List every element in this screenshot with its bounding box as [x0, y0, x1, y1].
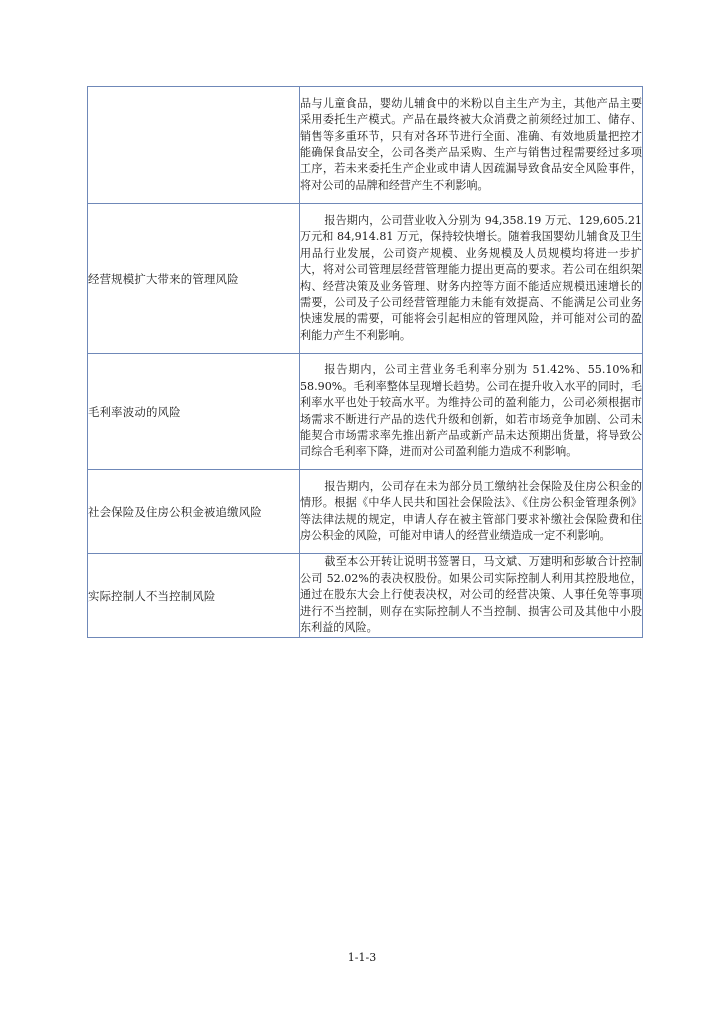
table-row [88, 554, 643, 638]
risk-description-cell: 报告期内，公司营业收入分别为 94,358.19 万元、129,605.21 万元和 84,914.81 万元，保持较快增长。随着我国婴幼儿辅食及卫生用品行业发展，公司资产规模、业务规模及人员规模均将进一步扩大，将对公司管理层经营管理能力提出更高的要求。若公司在组织架构、经营决策及业务管理、财务内控等方面不能适应规模迅速增长的需要，公司及子公司经营管理能力未能有效提高、不能满足公司业务快速发展的需要，可能将会引起相应的管理风险，并可能对公司的盈利能力产生不利影响。 [300, 204, 643, 354]
risk-table [87, 86, 643, 638]
risk-name-cell: 经营规模扩大带来的管理风险 [88, 204, 300, 354]
risk-name-cell: 社会保险及住房公积金被追缴风险 [88, 470, 300, 554]
table-row [88, 354, 643, 470]
risk-name-cell: 毛利率波动的风险 [88, 354, 300, 470]
table-row [88, 204, 643, 354]
risk-name-cell [88, 87, 300, 204]
risk-name-cell: 实际控制人不当控制风险 [88, 554, 300, 638]
risk-description-cell: 报告期内，公司存在未为部分员工缴纳社会保险及住房公积金的情形。根据《中华人民共和国社会保险法》、《住房公积金管理条例》等法律法规的规定，申请人存在被主管部门要求补缴社会保险费和住房公积金的风险，可能对申请人的经营业绩造成一定不利影响。 [300, 470, 643, 554]
risk-description-cell: 截至本公开转让说明书签署日，马文斌、万建明和彭敏合计控制公司 52.02%的表决权股份。如果公司实际控制人利用其控股地位，通过在股东大会上行使表决权，对公司的经营决策、人事任免等事项进行不当控制，则存在实际控制人不当控制、损害公司及其他中小股东利益的风险。 [300, 554, 643, 638]
table-row [88, 470, 643, 554]
risk-description-cell: 品与儿童食品，婴幼儿辅食中的米粉以自主生产为主，其他产品主要采用委托生产模式。产品在最终被大众消费之前须经过加工、储存、销售等多重环节，只有对各环节进行全面、准确、有效地质量把控才能确保食品安全，公司各类产品采购、生产与销售过程需要经过多项工序，若未来委托生产企业或申请人因疏漏导致食品安全风险事件，将对公司的品牌和经营产生不利影响。 [300, 87, 643, 204]
page-number: 1-1-3 [347, 951, 377, 964]
risk-description-cell: 报告期内，公司主营业务毛利率分别为 51.42%、55.10%和 58.90%。毛利率整体呈现增长趋势。公司在提升收入水平的同时，毛利率水平也处于较高水平。为维持公司的盈利能力，公司必须根据市场需求不断进行产品的迭代升级和创新，如若市场竞争加剧、公司未能契合市场需求率先推出新产品或新产品未达预期出货量，将导致公司综合毛利率下降，进而对公司盈利能力造成不利影响。 [300, 354, 643, 470]
table-row [88, 87, 643, 204]
